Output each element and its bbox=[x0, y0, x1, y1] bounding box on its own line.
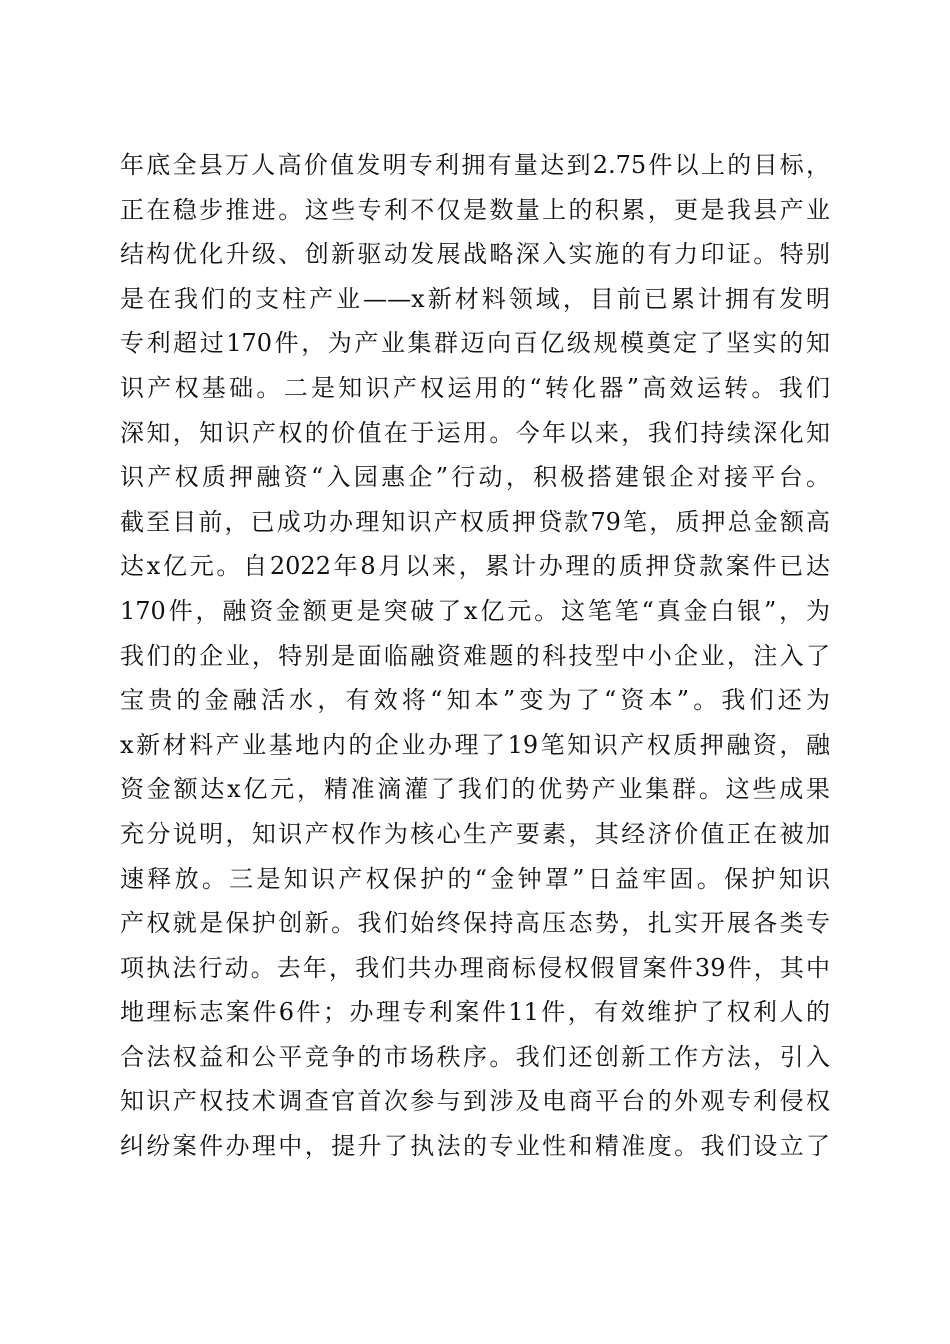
text-line: 170件，融资金额更是突破了x亿元。这笔笔“真金白银”，为 bbox=[120, 596, 830, 625]
text-line: 识产权质押融资“入园惠企”行动，积极搭建银企对接平台。 bbox=[120, 463, 830, 492]
text-line: 纠纷案件办理中，提升了执法的专业性和精准度。我们设立了 bbox=[120, 1132, 830, 1161]
text-line: x新材料产业基地内的企业办理了19笔知识产权质押融资，融 bbox=[120, 730, 830, 759]
text-line: 我们的企业，特别是面临融资难题的科技型中小企业，注入了 bbox=[120, 641, 830, 670]
text-line: 地理标志案件6件；办理专利案件11件，有效维护了权利人的 bbox=[120, 998, 830, 1027]
text-line: 充分说明，知识产权作为核心生产要素，其经济价值正在被加 bbox=[120, 819, 830, 848]
text-line: 深知，知识产权的价值在于运用。今年以来，我们持续深化知 bbox=[120, 418, 830, 447]
body-paragraph bbox=[120, 143, 830, 1169]
text-line: 宝贵的金融活水，有效将“知本”变为了“资本”。我们还为 bbox=[120, 686, 830, 715]
text-line: 达x亿元。自2022年8月以来，累计办理的质押贷款案件已达 bbox=[120, 552, 830, 581]
text-line: 产权就是保护创新。我们始终保持高压态势，扎实开展各类专 bbox=[120, 909, 830, 938]
text-line: 资金额达x亿元，精准滴灌了我们的优势产业集群。这些成果 bbox=[120, 775, 830, 804]
text-line: 知识产权技术调查官首次参与到涉及电商平台的外观专利侵权 bbox=[120, 1087, 830, 1116]
text-line: 结构优化升级、创新驱动发展战略深入实施的有力印证。特别 bbox=[120, 240, 830, 269]
text-line: 识产权基础。二是知识产权运用的“转化器”高效运转。我们 bbox=[120, 373, 830, 402]
text-line: 专利超过170件，为产业集群迈向百亿级规模奠定了坚实的知 bbox=[120, 329, 830, 358]
text-line: 合法权益和公平竞争的市场秩序。我们还创新工作方法，引入 bbox=[120, 1042, 830, 1071]
text-line: 是在我们的支柱产业——x新材料领域，目前已累计拥有发明 bbox=[120, 284, 830, 313]
text-line: 项执法行动。去年，我们共办理商标侵权假冒案件39件，其中 bbox=[120, 953, 830, 982]
text-line: 速释放。三是知识产权保护的“金钟罩”日益牢固。保护知识 bbox=[120, 864, 830, 893]
text-line: 年底全县万人高价值发明专利拥有量达到2.75件以上的目标， bbox=[120, 151, 830, 179]
text-line: 正在稳步推进。这些专利不仅是数量上的积累，更是我县产业 bbox=[120, 195, 830, 224]
text-line: 截至目前，已成功办理知识产权质押贷款79笔，质押总金额高 bbox=[120, 507, 830, 536]
